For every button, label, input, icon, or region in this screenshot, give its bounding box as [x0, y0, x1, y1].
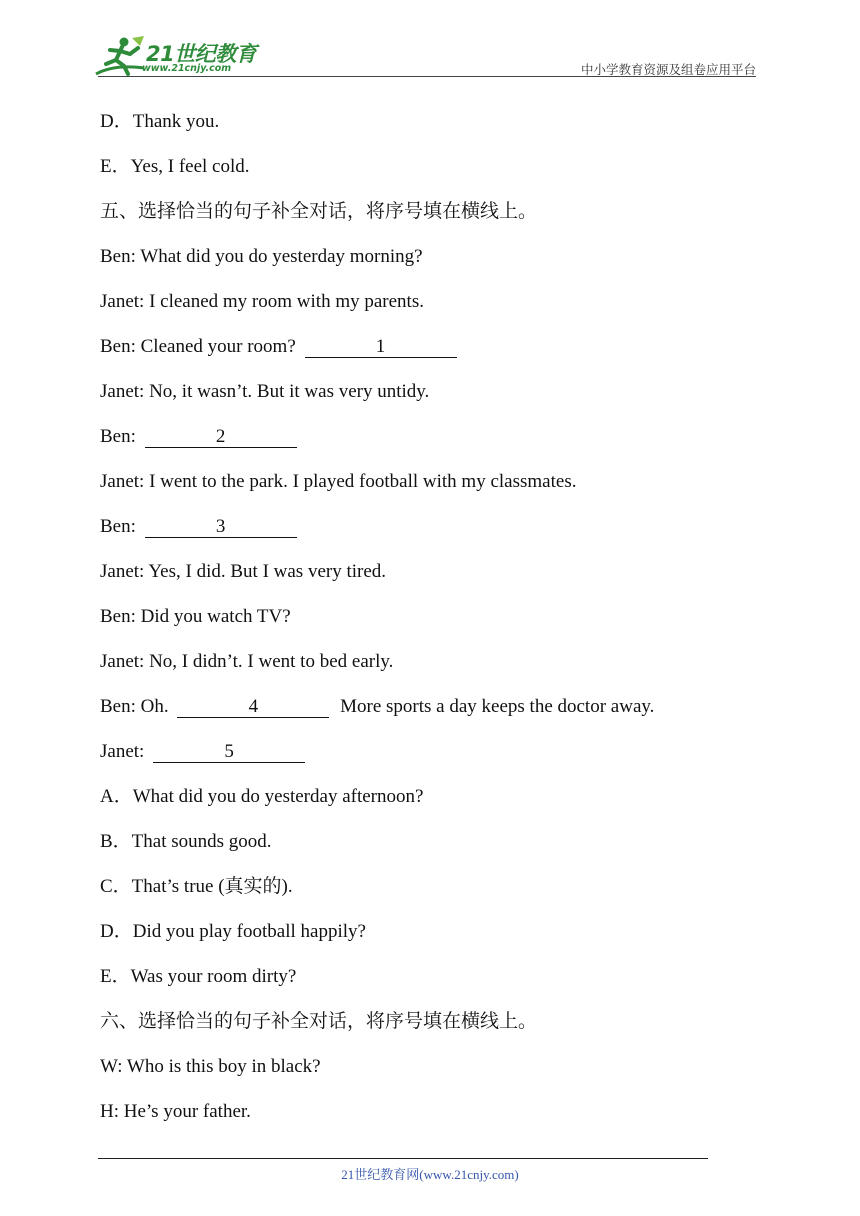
option-line: D．Did you play football happily? — [100, 921, 366, 942]
section-heading: 五、选择恰当的句子补全对话，将序号填在横线上。 — [100, 201, 538, 222]
dialogue-line — [100, 689, 740, 734]
dialogue-text: Ben: — [100, 516, 136, 537]
answer-blank: 3 — [145, 517, 297, 538]
answer-blank: 1 — [305, 337, 457, 358]
dialogue-text: Ben: Oh. — [100, 696, 169, 717]
option-line: E．Yes, I feel cold. — [100, 156, 250, 177]
answer-blank: 5 — [153, 742, 305, 763]
dialogue-line — [100, 419, 740, 464]
footer-divider — [98, 1158, 708, 1159]
document-body — [100, 104, 740, 1139]
header-divider — [98, 76, 756, 77]
dialogue-line — [100, 329, 740, 374]
page-header — [0, 0, 860, 90]
answer-blank: 4 — [177, 697, 329, 718]
option-line: A．What did you do yesterday afternoon? — [100, 786, 424, 807]
option-line: E．Was your room dirty? — [100, 966, 297, 987]
dialogue-line: Janet: I went to the park. I played football with my classmates. — [100, 471, 577, 492]
dialogue-line: Ben: Did you watch TV? — [100, 606, 291, 627]
logo-text: 21世纪教育 — [146, 42, 257, 66]
dialogue-line: W: Who is this boy in black? — [100, 1056, 321, 1077]
dialogue-line — [100, 734, 740, 779]
dialogue-line: Janet: No, it wasn’t. But it was very untidy. — [100, 381, 430, 402]
dialogue-line: H: He’s your father. — [100, 1101, 251, 1122]
header-platform-text: 中小学教育资源及组卷应用平台 — [580, 62, 756, 77]
dialogue-text: Janet: — [100, 741, 145, 762]
logo-url: www.21cnjy.com — [142, 63, 232, 74]
option-line: B．That sounds good. — [100, 831, 272, 852]
dialogue-line: Ben: What did you do yesterday morning? — [100, 246, 423, 267]
dialogue-line: Janet: Yes, I did. But I was very tired. — [100, 561, 387, 582]
site-logo — [94, 34, 264, 78]
dialogue-line: Janet: No, I didn’t. I went to bed early. — [100, 651, 394, 672]
dialogue-text: Ben: Cleaned your room? — [100, 336, 296, 357]
dialogue-text: More sports a day keeps the doctor away. — [340, 696, 655, 717]
answer-blank: 2 — [145, 427, 297, 448]
dialogue-line — [100, 509, 740, 554]
option-line: C．That’s true (真实的). — [100, 876, 293, 897]
option-line: D．Thank you. — [100, 111, 220, 132]
dialogue-text: Ben: — [100, 426, 136, 447]
dialogue-line: Janet: I cleaned my room with my parents. — [100, 291, 424, 312]
footer-text: 21世纪教育网(www.21cnjy.com) — [341, 1167, 519, 1182]
section-heading: 六、选择恰当的句子补全对话，将序号填在横线上。 — [100, 1011, 538, 1032]
